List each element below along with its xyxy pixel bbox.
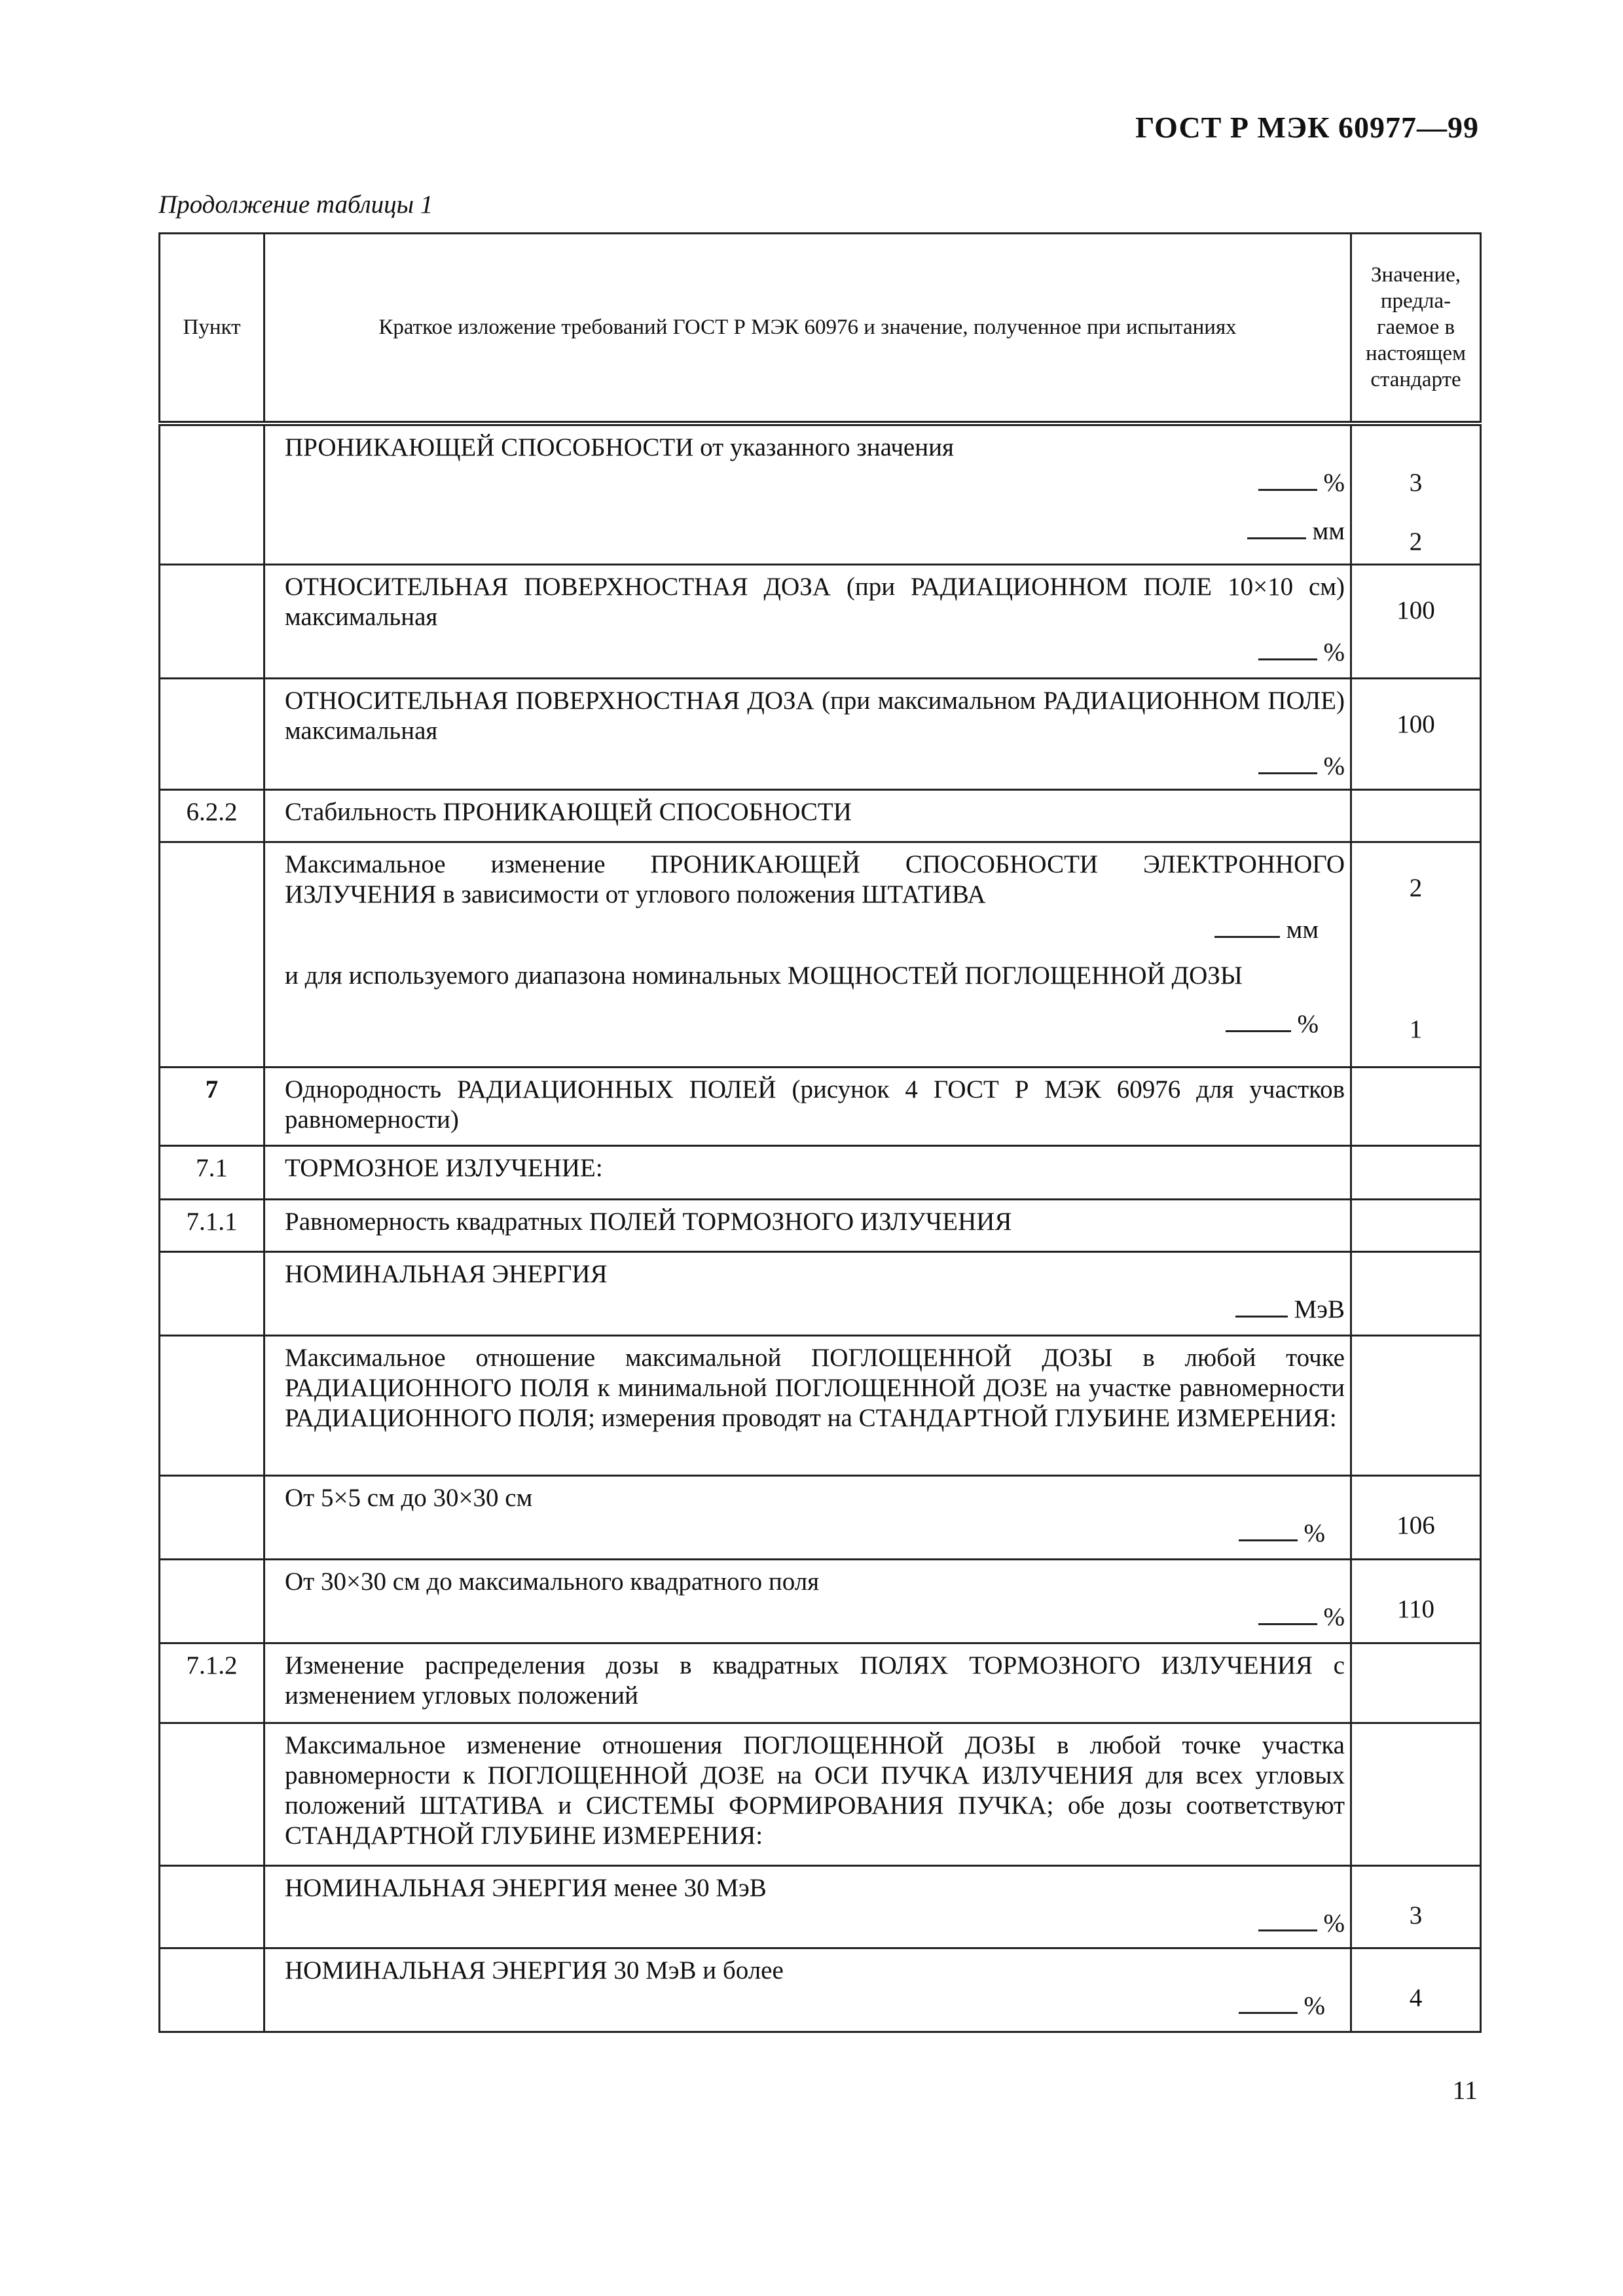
requirement-text	[264, 1475, 1351, 1559]
table-row	[160, 564, 1481, 678]
table-row	[160, 1145, 1481, 1199]
blank-field	[285, 468, 1345, 498]
page-number: 11	[1452, 2075, 1478, 2105]
table-row	[160, 1475, 1481, 1559]
table-row	[160, 789, 1481, 842]
clause-number: 7.1.2	[160, 1643, 264, 1723]
clause-number	[160, 1723, 264, 1865]
requirement-text: Изменение распределения дозы в квадратных ПОЛЯХ ТОРМОЗНОГО ИЗЛУЧЕНИЯ с изменением угловых положений	[264, 1643, 1351, 1723]
table-row	[160, 1251, 1481, 1335]
value: 106	[1396, 1511, 1435, 1539]
unit: %	[1323, 468, 1345, 497]
document-code: ГОСТ Р МЭК 60977—99	[1135, 111, 1479, 144]
table-row	[160, 1643, 1481, 1723]
header-summary: Краткое изложение требований ГОСТ Р МЭК 60976 и значение, полученное при испытаниях	[264, 234, 1351, 423]
table-row	[160, 842, 1481, 1067]
blank-field	[285, 1009, 1345, 1039]
unit: мм	[1286, 915, 1319, 944]
value: 4	[1409, 1983, 1423, 2012]
clause-number: 7	[160, 1067, 264, 1145]
value: 3	[1409, 1901, 1423, 1929]
table-caption: Продолжение таблицы 1	[158, 190, 433, 219]
requirement-text-line: Максимальное изменение ПРОНИКАЮЩЕЙ СПОСОБНОСТИ ЭЛЕКТРОННОГО ИЗЛУЧЕНИЯ в зависимости от углового положения ШТАТИВА	[285, 850, 1345, 908]
unit: МэВ	[1294, 1295, 1345, 1323]
table-row	[160, 1067, 1481, 1145]
blank-line	[1258, 753, 1317, 774]
clause-number	[160, 423, 264, 565]
header-proposed-value: Значение, предла-гаемое в настоящем стандарте	[1351, 234, 1481, 423]
proposed-value	[1351, 564, 1481, 678]
unit: %	[1297, 1009, 1319, 1038]
blank-field	[285, 1518, 1345, 1549]
requirement-text-line: и для используемого диапазона номинальных МОЩНОСТЕЙ ПОГЛОЩЕННОЙ ДОЗЫ	[285, 961, 1243, 990]
clause-number	[160, 678, 264, 789]
table-row	[160, 1335, 1481, 1475]
proposed-value	[1351, 1948, 1481, 2032]
blank-line	[1239, 1520, 1298, 1541]
proposed-value	[1351, 1559, 1481, 1643]
clause-number	[160, 1335, 264, 1475]
requirement-text-line: От 5×5 см до 30×30 см	[285, 1483, 533, 1512]
unit: %	[1304, 1991, 1325, 2020]
requirement-text-line: ПРОНИКАЮЩЕЙ СПОСОБНОСТИ от указанного значения	[285, 433, 954, 461]
blank-line	[1226, 1011, 1291, 1032]
requirement-text-line: НОМИНАЛЬНАЯ ЭНЕРГИЯ	[285, 1259, 608, 1288]
blank-line	[1247, 518, 1306, 539]
unit: %	[1323, 751, 1345, 780]
table-row	[160, 1199, 1481, 1251]
requirement-text	[264, 423, 1351, 565]
blank-line	[1239, 1992, 1298, 2014]
proposed-value	[1351, 1723, 1481, 1865]
requirement-text-line: От 30×30 см до максимального квадратного поля	[285, 1567, 820, 1596]
table-row	[160, 1723, 1481, 1865]
requirement-text: Стабильность ПРОНИКАЮЩЕЙ СПОСОБНОСТИ	[264, 789, 1351, 842]
clause-number	[160, 1475, 264, 1559]
proposed-value	[1351, 1251, 1481, 1335]
requirement-text-line: НОМИНАЛЬНАЯ ЭНЕРГИЯ 30 МэВ и более	[285, 1956, 784, 1984]
header-clause: Пункт	[160, 234, 264, 423]
unit: %	[1323, 1602, 1345, 1631]
requirement-text: Максимальное изменение отношения ПОГЛОЩЕННОЙ ДОЗЫ в любой точке участка равномерности к ПОГЛОЩЕННОЙ ДОЗЕ на ОСИ ПУЧКА ИЗЛУЧЕНИЯ для всех угловых положений ШТАТИВА и СИСТЕМЫ ФОРМИРОВАНИЯ ПУЧКА; обе дозы соответствуют СТАНДАРТНОЙ ГЛУБИНЕ ИЗМЕРЕНИЯ:	[264, 1723, 1351, 1865]
value: 2	[1409, 527, 1423, 556]
proposed-value	[1351, 1643, 1481, 1723]
clause-number	[160, 1948, 264, 2032]
proposed-value	[1351, 1865, 1481, 1948]
proposed-value	[1351, 789, 1481, 842]
requirement-text	[264, 1865, 1351, 1948]
value: 100	[1396, 596, 1435, 624]
requirement-text-line: НОМИНАЛЬНАЯ ЭНЕРГИЯ менее 30 МэВ	[285, 1873, 767, 1902]
proposed-value	[1351, 1067, 1481, 1145]
proposed-value	[1351, 1145, 1481, 1199]
requirement-text: Равномерность квадратных ПОЛЕЙ ТОРМОЗНОГО ИЗЛУЧЕНИЯ	[264, 1199, 1351, 1251]
requirement-text-line: ОТНОСИТЕЛЬНАЯ ПОВЕРХНОСТНАЯ ДОЗА (при РАДИАЦИОННОМ ПОЛЕ 10×10 см) максимальная	[285, 572, 1345, 631]
value: 3	[1409, 468, 1423, 497]
requirement-text	[264, 1559, 1351, 1643]
proposed-value	[1351, 423, 1481, 565]
blank-line	[1235, 1296, 1288, 1318]
blank-line	[1258, 1910, 1317, 1931]
requirement-text	[264, 842, 1351, 1067]
requirement-text	[264, 1948, 1351, 2032]
table-row	[160, 423, 1481, 565]
clause-number	[160, 1251, 264, 1335]
requirement-text: Максимальное отношение максимальной ПОГЛОЩЕННОЙ ДОЗЫ в любой точке РАДИАЦИОННОГО ПОЛЯ к минимальной ПОГЛОЩЕННОЙ ДОЗЕ на участке равномерности РАДИАЦИОННОГО ПОЛЯ; измерения проводят на СТАНДАРТНОЙ ГЛУБИНЕ ИЗМЕРЕНИЯ:	[264, 1335, 1351, 1475]
table-row	[160, 678, 1481, 789]
requirement-text-line: ОТНОСИТЕЛЬНАЯ ПОВЕРХНОСТНАЯ ДОЗА (при максимальном РАДИАЦИОННОМ ПОЛЕ) максимальная	[285, 686, 1345, 745]
clause-number: 7.1.1	[160, 1199, 264, 1251]
table-row	[160, 1865, 1481, 1948]
unit: %	[1304, 1518, 1325, 1547]
proposed-value	[1351, 1335, 1481, 1475]
proposed-value	[1351, 1199, 1481, 1251]
blank-line	[1258, 639, 1317, 660]
unit: %	[1323, 1909, 1345, 1937]
requirement-text: Однородность РАДИАЦИОННЫХ ПОЛЕЙ (рисунок 4 ГОСТ Р МЭК 60976 для участков равномерности)	[264, 1067, 1351, 1145]
blank-field	[285, 516, 1345, 547]
unit: %	[1323, 637, 1345, 666]
clause-number	[160, 842, 264, 1067]
requirement-text	[264, 678, 1351, 789]
proposed-value	[1351, 1475, 1481, 1559]
proposed-value	[1351, 678, 1481, 789]
requirement-text	[264, 1251, 1351, 1335]
value: 2	[1409, 873, 1423, 902]
clause-number	[160, 564, 264, 678]
clause-number: 6.2.2	[160, 789, 264, 842]
table-row	[160, 1559, 1481, 1643]
clause-number	[160, 1865, 264, 1948]
unit: мм	[1312, 516, 1345, 545]
table-header-row	[160, 234, 1481, 423]
blank-field	[285, 1991, 1345, 2021]
requirement-text	[264, 564, 1351, 678]
value: 1	[1409, 1014, 1423, 1043]
value: 100	[1396, 709, 1435, 738]
blank-line	[1258, 1604, 1317, 1625]
table-row	[160, 1948, 1481, 2032]
blank-field	[285, 1909, 1345, 1939]
proposed-value	[1351, 842, 1481, 1067]
blank-field	[285, 751, 1345, 781]
requirement-text: ТОРМОЗНОЕ ИЗЛУЧЕНИЕ:	[264, 1145, 1351, 1199]
clause-number: 7.1	[160, 1145, 264, 1199]
blank-field	[285, 1602, 1345, 1632]
clause-number	[160, 1559, 264, 1643]
value: 110	[1396, 1594, 1435, 1623]
blank-line	[1214, 916, 1280, 938]
blank-field	[285, 637, 1345, 668]
requirements-table	[158, 232, 1482, 2033]
blank-line	[1258, 469, 1317, 491]
blank-field	[285, 915, 1345, 945]
blank-field	[285, 1295, 1345, 1325]
